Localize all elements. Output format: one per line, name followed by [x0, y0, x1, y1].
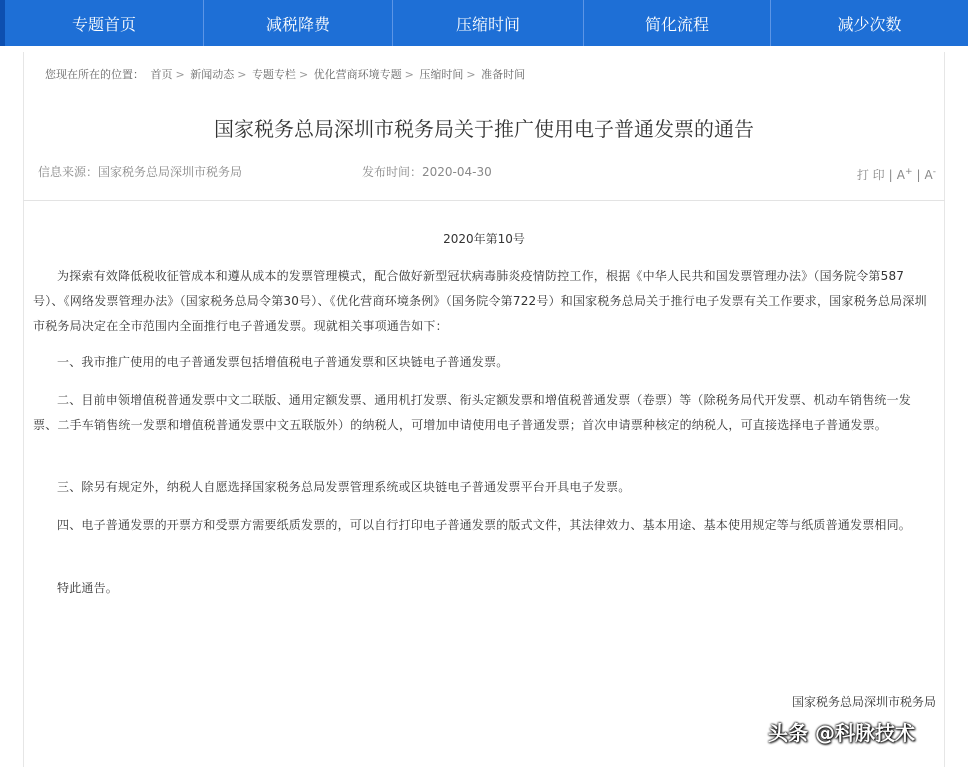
breadcrumb-business-environment[interactable]: 优化营商环境专题	[313, 68, 402, 81]
font-increase-label: A	[896, 168, 905, 182]
breadcrumb-compress-time[interactable]: 压缩时间	[419, 68, 464, 81]
breadcrumb-prefix: 您现在所在的位置：	[45, 68, 144, 81]
article-paragraph: 为探索有效降低税收征管成本和遵从成本的发票管理模式，配合做好新型冠状病毒肺炎疫情防控工作，根据《中华人民共和国发票管理办法》（国务院令第587号）、《网络发票管理办法》（国家税务总局令第30号）、《优化营商环境条例》（国务院令第722号）和国家税务总局关于推行电子发票有关工作要求，国家税务总局深圳市税务局决定在全市范围内全面推行电子普通发票。现就相关事项通告如下：	[33, 269, 927, 333]
article-tools	[857, 166, 936, 183]
article-paragraph: 特此通告。	[57, 581, 119, 595]
nav-item-compress-time[interactable]: 压缩时间	[393, 0, 584, 46]
breadcrumb-prep-time[interactable]: 准备时间	[481, 68, 526, 81]
article-date: 发布时间：2020-04-30	[362, 165, 492, 179]
nav-item-tax-reduction[interactable]: 减税降费	[204, 0, 393, 46]
document-number: 2020年第10号	[443, 232, 525, 246]
print-button[interactable]: 打 印	[856, 168, 885, 182]
watermark-text: 头条 @科脉技术	[768, 721, 915, 745]
article-source: 信息来源：国家税务总局深圳市税务局	[38, 165, 243, 179]
tools-separator: |	[916, 167, 921, 182]
header-divider	[23, 200, 945, 201]
nav-item-home[interactable]: 专题首页	[5, 0, 204, 46]
breadcrumb-separator: >	[404, 68, 414, 81]
font-decrease-button[interactable]	[925, 167, 936, 182]
article-paragraph: 一、我市推广使用的电子普通发票包括增值税电子普通发票和区块链电子普通发票。	[57, 355, 509, 369]
tools-separator: |	[888, 167, 893, 182]
article-title: 国家税务总局深圳市税务局关于推广使用电子普通发票的通告	[214, 117, 754, 141]
article-paragraph: 三、除另有规定外，纳税人自愿选择国家税务总局发票管理系统或区块链电子普通发票平台开具电子发票。	[57, 480, 631, 494]
breadcrumb-separator: >	[298, 68, 309, 81]
article-paragraph: 二、目前申领增值税普通发票中文二联版、通用定额发票、通用机打发票、衔头定额发票和增值税普通发票（卷票）等（除税务局代开发票、机动车销售统一发票、二手车销售统一发票和增值税普通发票中文五联版外）的纳税人，可增加申请使用电子普通发票；首次申请票种核定的纳税人，可直接选择电子普通发票。	[33, 393, 912, 432]
font-increase-mark: +	[904, 167, 913, 177]
font-decrease-label: A	[924, 168, 933, 182]
breadcrumb-news[interactable]: 新闻动态	[190, 68, 235, 81]
font-decrease-mark: -	[932, 167, 936, 177]
breadcrumb-separator: >	[466, 68, 476, 81]
breadcrumb	[45, 66, 528, 82]
nav-item-reduce-visits[interactable]: 减少次数	[837, 14, 902, 34]
breadcrumb-separator: >	[237, 68, 247, 81]
article-paragraph: 四、电子普通发票的开票方和受票方需要纸质发票的，可以自行打印电子普通发票的版式文件，其法律效力、基本用途、基本使用规定等与纸质普通发票相同。	[57, 518, 912, 532]
article-signature: 国家税务总局深圳市税务局	[791, 695, 936, 709]
breadcrumb-separator: >	[175, 68, 185, 81]
top-navigation	[5, 0, 968, 46]
breadcrumb-topics[interactable]: 专题专栏	[251, 68, 296, 81]
font-increase-button[interactable]	[897, 167, 913, 182]
nav-item-simplify-process[interactable]: 简化流程	[584, 0, 771, 46]
breadcrumb-home[interactable]: 首页	[150, 68, 173, 81]
